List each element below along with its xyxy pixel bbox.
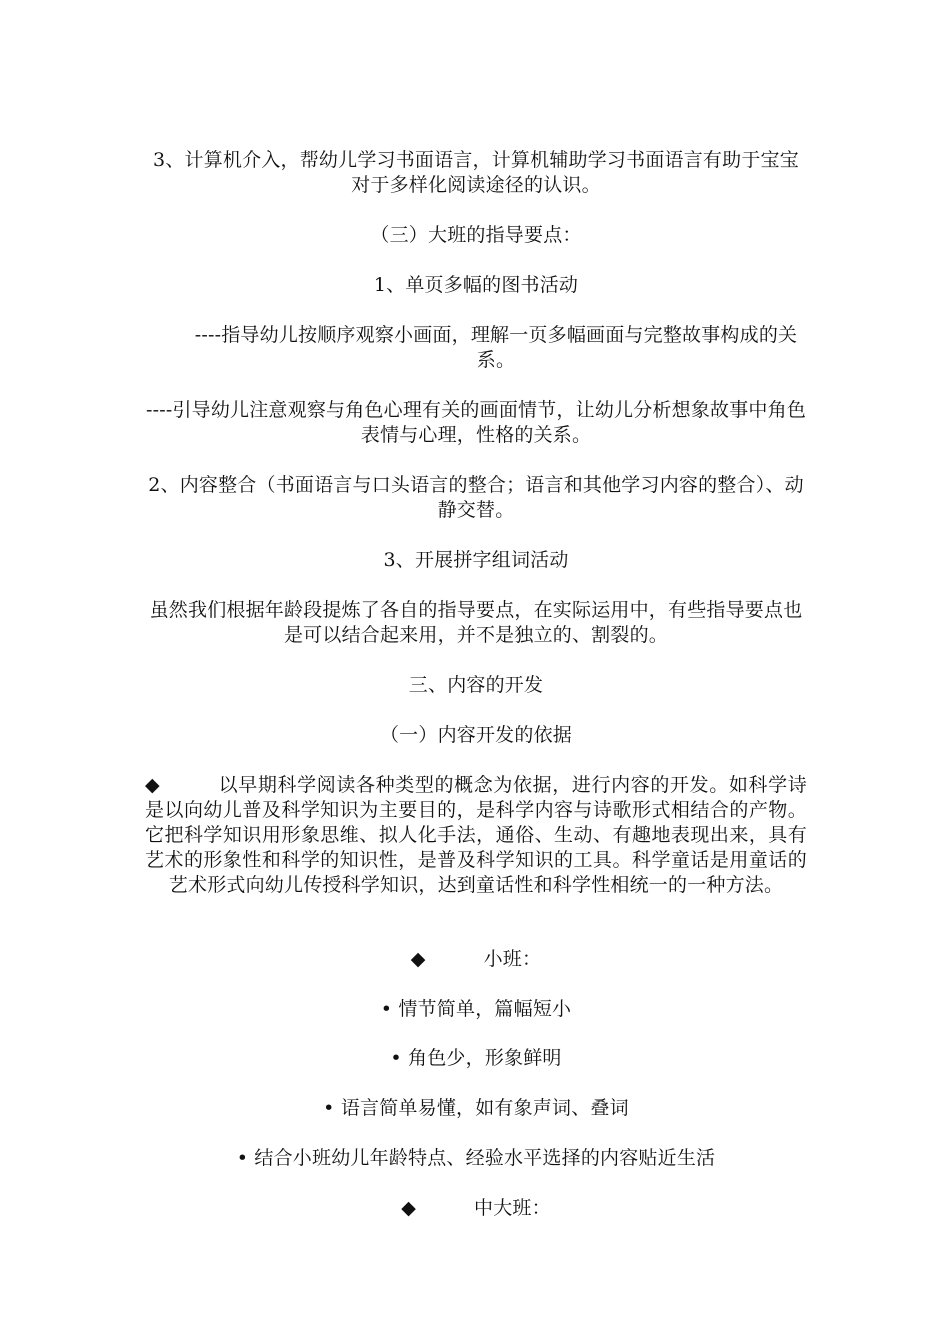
- list-item-close-to-life: • 结合小班幼儿年龄特点、经验水平选择的内容贴近生活: [236, 1147, 716, 1169]
- heading-middle-senior-class-text: 中大班：: [474, 1197, 551, 1219]
- paragraph-observe-character-psychology: ----引导幼儿注意观察与角色心理有关的画面情节，让幼儿分析想象故事中角色表情与心理，性格的关系。: [145, 399, 807, 446]
- diamond-bullet-icon: ◆: [410, 948, 426, 970]
- paragraph-observe-small-pictures: ----指导幼儿按顺序观察小画面，理解一页多幅画面与完整故事构成的关系。: [194, 324, 798, 371]
- heading-junior-class-text: 小班：: [483, 948, 542, 970]
- item-multi-picture-books: 1、单页多幅的图书活动: [373, 274, 579, 296]
- paragraph-science-reading-basis: [145, 773, 807, 898]
- list-item-simple-plot: • 情节简单，篇幅短小: [380, 998, 572, 1020]
- list-item-simple-language: • 语言简单易懂，如有象声词、叠词: [323, 1097, 629, 1119]
- item-content-integration: 2、内容整合（书面语言与口头语言的整合；语言和其他学习内容的整合）、动静交替。: [148, 474, 804, 521]
- heading-development-basis: （一）内容开发的依据: [379, 724, 572, 746]
- diamond-bullet-icon: ◆: [401, 1197, 416, 1219]
- paragraph-science-reading-basis-text: 以早期科学阅读各种类型的概念为依据，进行内容的开发。如科学诗是以向幼儿普及科学知识为主要目的，是科学内容与诗歌形式相结合的产物。它把科学知识用形象思维、拟人化手法，通俗、生动、有趣地表现出来，具有艺术的形象性和科学的知识性，是普及科学知识的工具。科学童话是用童话的艺术形式向幼儿传授科学知识，达到童话性和科学性相统一的一种方法。: [145, 774, 807, 896]
- heading-senior-class-guidance: （三）大班的指导要点：: [370, 224, 582, 246]
- heading-junior-class: [145, 947, 807, 972]
- heading-middle-senior-class: [145, 1196, 807, 1221]
- list-item-few-characters: • 角色少，形象鲜明: [390, 1047, 562, 1069]
- item-word-building-activity: 3、开展拼字组词活动: [383, 549, 569, 571]
- paragraph-guidance-summary: 虽然我们根据年龄段提炼了各自的指导要点，在实际运用中，有些指导要点也是可以结合起来用，并不是独立的、割裂的。: [149, 599, 803, 646]
- paragraph-computer-intervention: 3、计算机介入，帮幼儿学习书面语言，计算机辅助学习书面语言有助于宝宝对于多样化阅读途径的认识。: [153, 149, 799, 196]
- heading-content-development: 三、内容的开发: [408, 674, 544, 696]
- diamond-bullet-icon: ◆: [145, 774, 161, 796]
